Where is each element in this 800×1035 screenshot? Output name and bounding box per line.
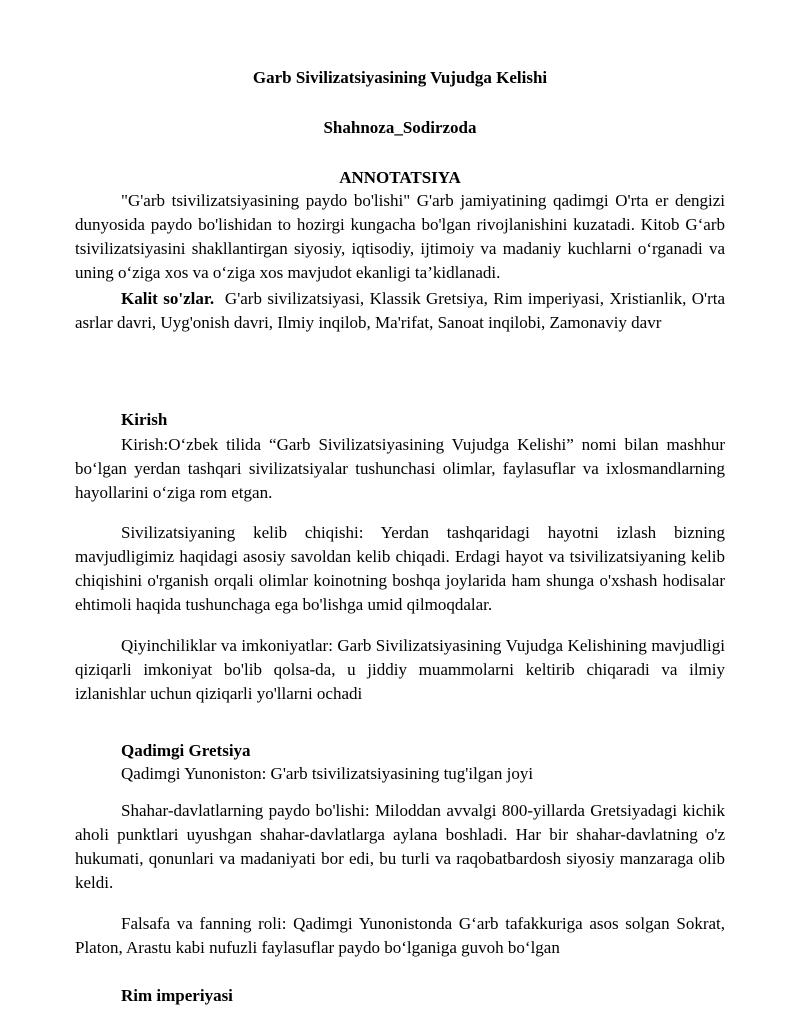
section-heading-kirish: Kirish (121, 410, 168, 429)
annotation-heading: ANNOTATSIYA (339, 168, 461, 187)
document-title: Garb Sivilizatsiyasining Vujudga Kelishi (252, 68, 548, 87)
greece-paragraph-2: Falsafa va fanning roli: Qadimgi Yunonistonda G‘arb tafakkuriga asos solgan Sokrat, Platon, Arastu kabi nufuzli faylasuflar paydo bo‘lganiga guvoh bo‘lgan (75, 914, 725, 957)
annotation-paragraph: "G'arb tsivilizatsiyasining paydo bo'lishi" G'arb jamiyatining qadimgi O'rta er dengizi dunyosida paydo bo'lishidan to hozirgi kungacha bo'lgan rivojlanishini kuzatadi. Kitob G‘arb tsivilizatsiyasini shakllantirgan siyosiy, iqtisodiy, ijtimoiy va madaniy kuchlarni o‘rganadi va uning o‘ziga xos va o‘ziga xos mavjudot ekanligi ta’kidlanadi. (75, 191, 725, 282)
keywords-paragraph (75, 287, 725, 335)
keywords-text: G'arb sivilizatsiyasi, Klassik Gretsiya, Rim imperiyasi, Xristianlik, O'rta asrlar davri, Uyg'onish davri, Ilmiy inqilob, Ma'rifat, Sanoat inqilobi, Zamonaviy davr (75, 289, 725, 332)
greece-subline: Qadimgi Yunoniston: G'arb tsivilizatsiyasining tug'ilgan joyi (121, 764, 534, 783)
keywords-label: Kalit so'zlar. (121, 289, 215, 308)
document-author: Shahnoza_Sodirzoda (323, 118, 477, 137)
intro-paragraph-2: Sivilizatsiyaning kelib chiqishi: Yerdan tashqaridagi hayotni izlash bizning mavjudligimiz haqidagi asosiy savoldan kelib chiqadi. Erdagi hayot va tsivilizatsiyaning kelib chiqishini o'rganish orqali olimlar koinotning boshqa joylarida ham shunga o'xshash hodisalar ehtimoli haqida tushunchaga ega bo'lishga umid qilmoqdalar. (75, 523, 725, 614)
intro-paragraph-1: Kirish:O‘zbek tilida “Garb Sivilizatsiyasining Vujudga Kelishi” nomi bilan mashhur bo‘lgan yerdan tashqari sivilizatsiyalar tushunchasi olimlar, faylasuflar va ixlosmandlarning hayollarini o‘ziga rom etgan. (75, 435, 725, 502)
intro-paragraph-3: Qiyinchiliklar va imkoniyatlar: Garb Sivilizatsiyasining Vujudga Kelishining mavjudligi qiziqarli imkoniyat bo'lib qolsa-da, u jiddiy muammolarni keltirib chiqaradi va ilmiy izlanishlar uchun qiziqarli yo'llarni ochadi (75, 636, 725, 703)
section-heading-rome: Rim imperiyasi (121, 986, 233, 1005)
section-heading-greece: Qadimgi Gretsiya (121, 741, 251, 760)
greece-paragraph-1: Shahar-davlatlarning paydo bo'lishi: Miloddan avvalgi 800-yillarda Gretsiyadagi kichik aholi punktlari uyushgan shahar-davlatlarga aylana boshladi. Har bir shahar-davlatning o'z hukumati, qonunlari va madaniyati bor edi, bu turli va raqobatbardosh siyosiy manzaraga olib keldi. (75, 801, 725, 892)
